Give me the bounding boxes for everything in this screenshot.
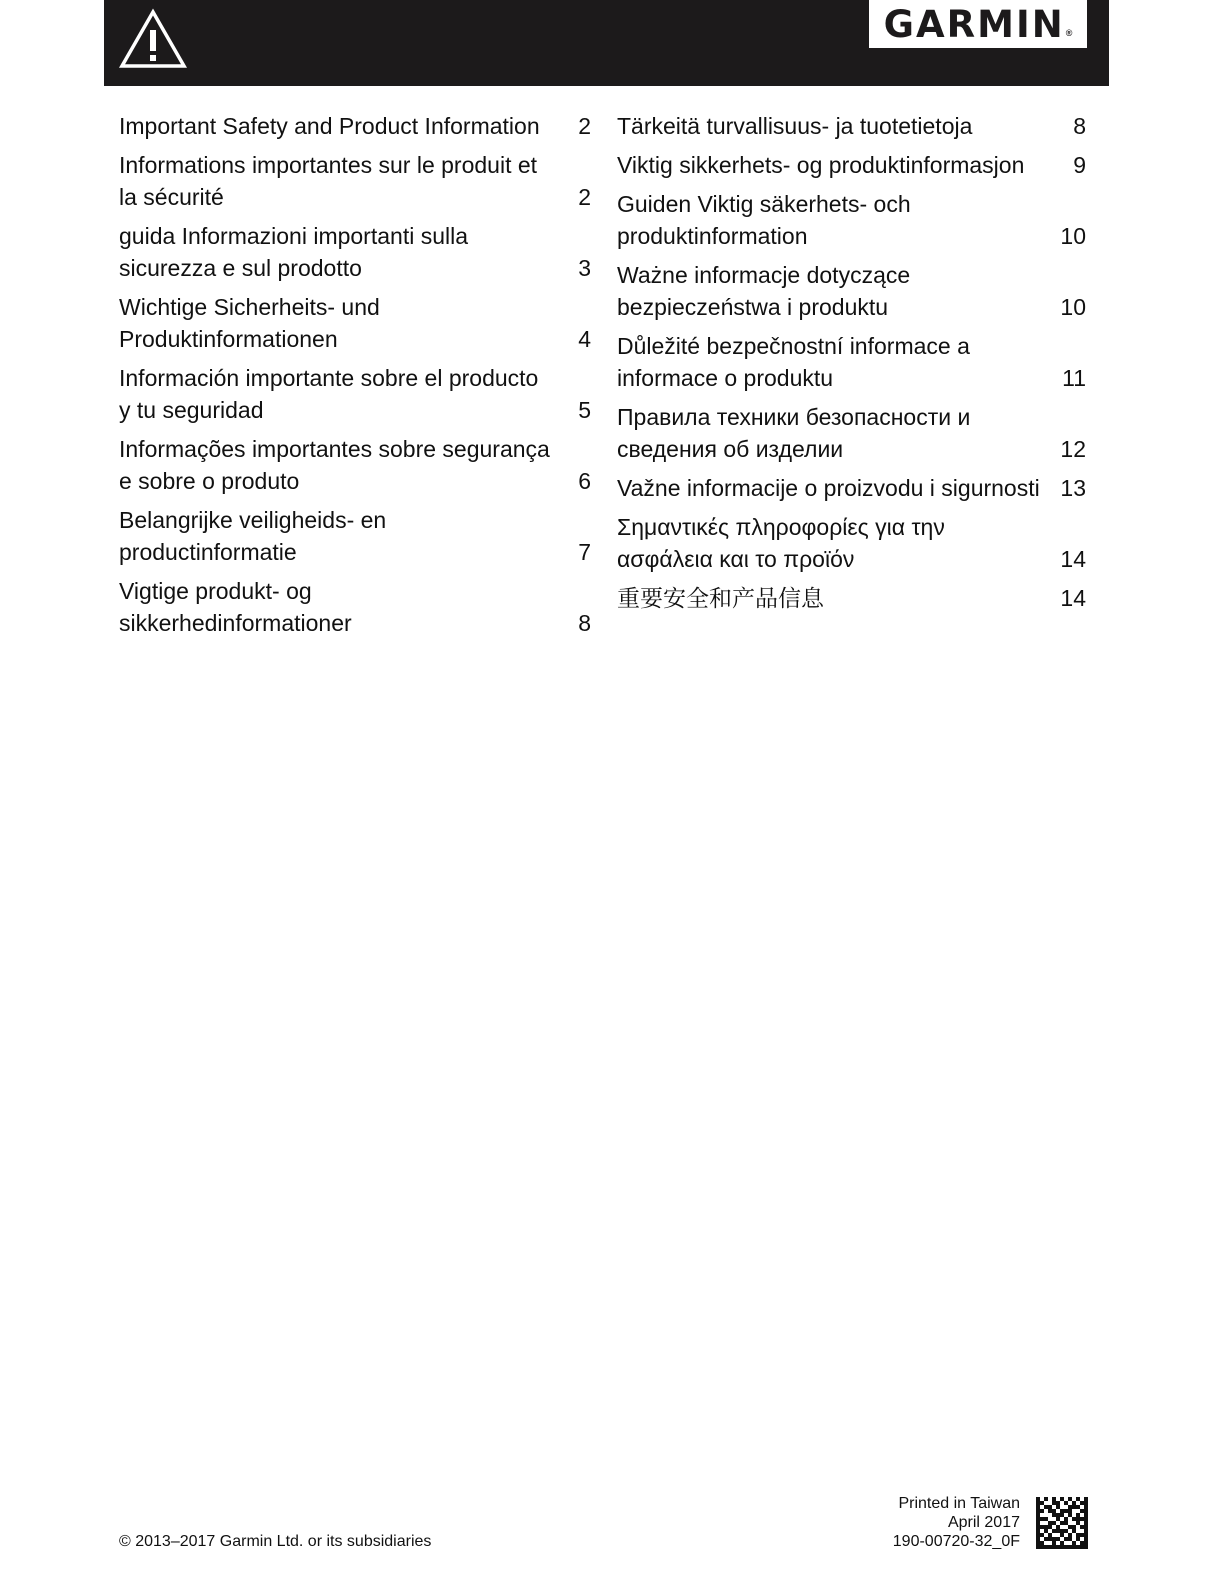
toc-entry-title: Wichtige Sicherheits- und Produktinformationen (119, 294, 380, 352)
toc-entry-page: 13 (1060, 475, 1086, 501)
toc-entry-page: 5 (578, 397, 591, 423)
toc-entry (617, 149, 1089, 181)
toc-entry (119, 433, 594, 497)
toc-entry-page: 3 (578, 255, 591, 281)
toc-entry-page: 14 (1060, 585, 1086, 611)
toc-entry (617, 110, 1089, 142)
toc-entry-title: Información importante sobre el producto y tu seguridad (119, 365, 539, 423)
datamatrix-code-icon (1036, 1497, 1088, 1549)
toc-entry (119, 291, 594, 355)
toc-entry-title: Belangrijke veiligheids- en productinformatie (119, 507, 387, 565)
toc-entry (119, 504, 594, 568)
toc-entry-title: Tärkeitä turvallisuus- ja tuotetietoja (617, 113, 973, 139)
toc-entry-title: Правила техники безопасности и сведения об изделии (617, 404, 971, 462)
toc-entry (119, 149, 594, 213)
toc-entry-page: 10 (1060, 294, 1086, 320)
toc-entry (617, 582, 1089, 614)
toc-entry-page: 6 (578, 468, 591, 494)
printed-in-text: Printed in Taiwan (898, 1495, 1020, 1512)
toc-entry (617, 511, 1089, 575)
part-number: 190-00720-32_0F (892, 1533, 1020, 1550)
toc-entry-title: Važne informacije o proizvodu i sigurnosti (617, 475, 1040, 501)
toc-entry (119, 110, 594, 142)
toc-entry-title: Informações importantes sobre segurança e sobre o produto (119, 436, 550, 494)
copyright-text: © 2013–2017 Garmin Ltd. or its subsidiaries (119, 1533, 432, 1550)
print-date: April 2017 (947, 1514, 1020, 1531)
toc-entry (119, 220, 594, 284)
toc-entry-page: 11 (1062, 365, 1086, 391)
print-info (893, 1494, 1020, 1551)
toc-entry (617, 330, 1089, 394)
registered-mark: ® (1065, 28, 1073, 38)
toc-entry-title: Ważne informacje dotyczące bezpieczeństwa i produktu (617, 262, 911, 320)
toc-entry-title: Guiden Viktig säkerhets- och produktinformation (617, 191, 911, 249)
toc-entry-title: Viktig sikkerhets- og produktinformasjon (617, 152, 1025, 178)
toc-entry-page: 2 (578, 184, 591, 210)
toc-left-column (119, 110, 594, 646)
toc-entry-page: 10 (1060, 223, 1086, 249)
toc-entry (617, 401, 1089, 465)
toc-entry (617, 259, 1089, 323)
toc-entry (617, 188, 1089, 252)
toc-entry-title: Σημαντικές πληροφορίες για την ασφάλεια και το προϊόν (617, 514, 945, 572)
toc-entry-page: 8 (1073, 113, 1086, 139)
toc-entry-page: 7 (578, 539, 591, 565)
brand-name: GARMIN (883, 2, 1065, 46)
toc-entry-page: 4 (578, 326, 591, 352)
toc-entry (119, 362, 594, 426)
toc-entry (119, 575, 594, 639)
toc-entry-title: 重要安全和产品信息 (617, 585, 824, 611)
toc-entry-title: Important Safety and Product Information (119, 113, 540, 139)
toc-entry-page: 12 (1060, 436, 1086, 462)
toc-entry-title: Vigtige produkt- og sikkerhedinformationer (119, 578, 352, 636)
toc-entry-title: guida Informazioni importanti sulla sicurezza e sul prodotto (119, 223, 469, 281)
toc-entry-title: Informations importantes sur le produit et la sécurité (119, 152, 538, 210)
toc-entry-page: 9 (1073, 152, 1086, 178)
header-bar (104, 0, 1109, 86)
toc-right-column (617, 110, 1089, 621)
toc-entry (617, 472, 1089, 504)
warning-triangle-icon (118, 8, 188, 70)
garmin-logo (869, 0, 1087, 48)
toc-entry-title: Důležité bezpečnostní informace a informace o produktu (617, 333, 970, 391)
toc-entry-page: 14 (1060, 546, 1086, 572)
toc-entry-page: 8 (578, 610, 591, 636)
toc-entry-page: 2 (578, 113, 591, 139)
